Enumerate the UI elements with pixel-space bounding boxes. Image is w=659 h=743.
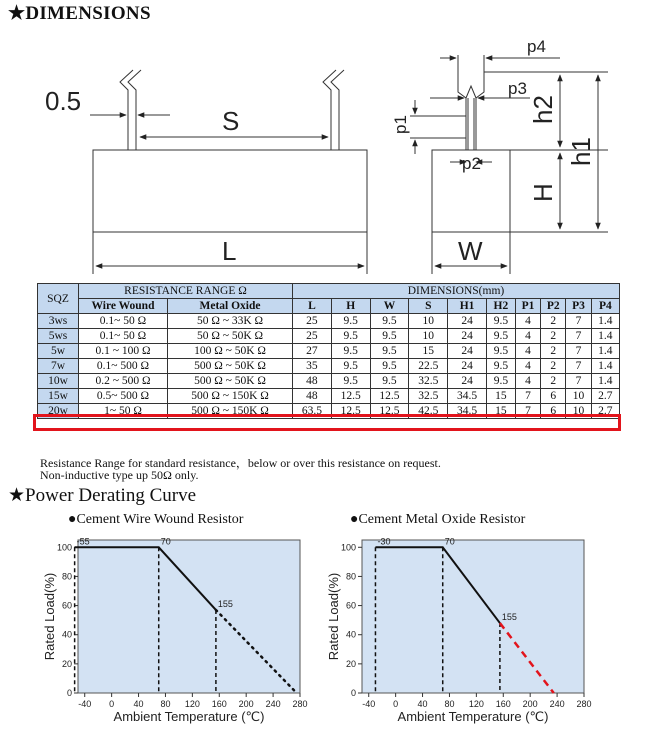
- cell-H1: 34.5: [448, 404, 487, 419]
- x-tick-label: 200: [238, 699, 254, 709]
- cell-P1: 4: [515, 344, 540, 359]
- cell-H1: 24: [448, 329, 487, 344]
- cell-S: 32.5: [409, 389, 448, 404]
- label-spacing: S: [222, 106, 240, 136]
- x-tick-label: 240: [265, 699, 281, 709]
- cell-S: 22.5: [409, 359, 448, 374]
- cell-P2: 6: [541, 404, 566, 419]
- chart-title-wire-wound: ●Cement Wire Wound Resistor: [68, 512, 244, 527]
- cell-metal-oxide: 100 Ω ~ 50K Ω: [168, 344, 293, 359]
- header-wire-wound: Wire Wound: [79, 299, 168, 314]
- cell-H: 9.5: [331, 314, 370, 329]
- cell-P2: 2: [541, 314, 566, 329]
- cell-H1: 24: [448, 314, 487, 329]
- marker-label: 70: [444, 536, 455, 547]
- cell-metal-oxide: 500 Ω ~ 150K Ω: [168, 389, 293, 404]
- cell-P1: 4: [515, 374, 540, 389]
- x-tick-label: 40: [417, 699, 428, 709]
- cell-W: 12.5: [370, 404, 409, 419]
- cell-S: 10: [409, 314, 448, 329]
- label-lead-thickness: 0.5: [45, 86, 82, 116]
- y-tick-label: 60: [345, 600, 356, 611]
- cell-W: 9.5: [370, 359, 409, 374]
- cell-P3: 7: [566, 314, 591, 329]
- derating-chart-metal-oxide: [322, 520, 597, 735]
- header-resistance-range: RESISTANCE RANGE Ω: [79, 284, 293, 299]
- x-axis-label: Ambient Temperature (℃): [113, 709, 265, 724]
- y-tick-label: 0: [66, 688, 72, 698]
- y-tick-label: 100: [340, 542, 356, 553]
- cell-W: 12.5: [370, 389, 409, 404]
- plot-area: [362, 540, 584, 693]
- cell-P3: 7: [566, 374, 591, 389]
- header-S: S: [409, 299, 448, 314]
- power-derating-title: ★Power Derating Curve: [8, 485, 197, 506]
- cell-L: 35: [293, 359, 332, 374]
- cell-P3: 10: [566, 404, 591, 419]
- cell-S: 10: [409, 329, 448, 344]
- cell-sqz: 10w: [38, 374, 79, 389]
- plot-area: [78, 540, 300, 693]
- cell-P3: 7: [566, 344, 591, 359]
- cell-W: 9.5: [370, 374, 409, 389]
- header-H: H: [331, 299, 370, 314]
- cell-sqz: 3ws: [38, 314, 79, 329]
- header-P2: P2: [541, 299, 566, 314]
- cell-H2: 9.5: [486, 329, 515, 344]
- cell-W: 9.5: [370, 344, 409, 359]
- cell-sqz: 15w: [38, 389, 79, 404]
- cell-S: 15: [409, 344, 448, 359]
- cell-sqz: 5w: [38, 344, 79, 359]
- cell-metal-oxide: 50 Ω ~ 50K Ω: [168, 329, 293, 344]
- cell-sqz: 7w: [38, 359, 79, 374]
- cell-wire-wound: 0.5~ 500 Ω: [79, 389, 168, 404]
- label-p3: p3: [508, 79, 527, 98]
- x-axis-label: Ambient Temperature (℃): [397, 709, 549, 724]
- cell-H1: 24: [448, 374, 487, 389]
- cell-P4: 2.7: [591, 389, 619, 404]
- cell-H2: 9.5: [486, 359, 515, 374]
- y-axis-label: Rated Load(%): [326, 572, 341, 661]
- y-tick-label: 20: [61, 658, 72, 669]
- y-tick-label: 0: [350, 688, 356, 698]
- cell-L: 25: [293, 329, 332, 344]
- marker-label: -30: [377, 536, 391, 547]
- cell-metal-oxide: 500 Ω ~ 50K Ω: [168, 374, 293, 389]
- cell-wire-wound: 1~ 50 Ω: [79, 404, 168, 419]
- cell-P2: 2: [541, 359, 566, 374]
- x-tick-label: 80: [160, 699, 171, 709]
- cell-wire-wound: 0.2 ~ 500 Ω: [79, 374, 168, 389]
- header-L: L: [293, 299, 332, 314]
- derating-chart-wire-wound: [38, 520, 313, 735]
- cell-P3: 7: [566, 329, 591, 344]
- header-H1: H1: [448, 299, 487, 314]
- note-non-inductive: Non-inductive type up 50Ω only.: [40, 468, 199, 482]
- cell-H: 9.5: [331, 329, 370, 344]
- cell-P2: 2: [541, 374, 566, 389]
- cell-H2: 9.5: [486, 344, 515, 359]
- y-tick-label: 60: [61, 600, 72, 611]
- table-row: [38, 359, 620, 374]
- cell-metal-oxide: 500 Ω ~ 150K Ω: [168, 404, 293, 419]
- cell-S: 42.5: [409, 404, 448, 419]
- marker-label: -55: [76, 536, 90, 547]
- y-tick-label: 40: [61, 629, 72, 640]
- x-tick-label: 120: [184, 699, 200, 709]
- x-tick-label: 0: [109, 699, 115, 709]
- cell-wire-wound: 0.1 ~ 100 Ω: [79, 344, 168, 359]
- header-W: W: [370, 299, 409, 314]
- x-tick-label: 0: [393, 699, 399, 709]
- x-tick-label: -40: [78, 699, 92, 709]
- cell-metal-oxide: 50 Ω ~ 33K Ω: [168, 314, 293, 329]
- cell-wire-wound: 0.1~ 500 Ω: [79, 359, 168, 374]
- marker-label: 155: [217, 598, 233, 609]
- marker-label: 155: [501, 612, 517, 623]
- header-P3: P3: [566, 299, 591, 314]
- table-row: [38, 374, 620, 389]
- cell-L: 63.5: [293, 404, 332, 419]
- cell-H2: 9.5: [486, 314, 515, 329]
- label-p4: p4: [527, 37, 546, 56]
- cell-sqz: 20w: [38, 404, 79, 419]
- cell-wire-wound: 0.1~ 50 Ω: [79, 329, 168, 344]
- x-tick-label: 280: [576, 699, 592, 709]
- cell-H1: 34.5: [448, 389, 487, 404]
- y-axis-label: Rated Load(%): [42, 572, 57, 661]
- cell-P2: 2: [541, 344, 566, 359]
- cell-P4: 1.4: [591, 314, 619, 329]
- cell-wire-wound: 0.1~ 50 Ω: [79, 314, 168, 329]
- marker-label: 70: [160, 536, 171, 547]
- cell-H: 9.5: [331, 344, 370, 359]
- header-P4: P4: [591, 299, 619, 314]
- cell-L: 25: [293, 314, 332, 329]
- cell-H: 12.5: [331, 404, 370, 419]
- note-resistance-range: Resistance Range for standard resistance，below or over this resistance on request.: [40, 456, 441, 470]
- x-tick-label: 160: [495, 699, 511, 709]
- sub-header-row: [38, 299, 620, 314]
- cell-P4: 1.4: [591, 329, 619, 344]
- x-tick-label: 280: [292, 699, 308, 709]
- cell-P2: 2: [541, 329, 566, 344]
- y-tick-label: 80: [345, 571, 356, 582]
- cell-P4: 2.7: [591, 404, 619, 419]
- cell-S: 32.5: [409, 374, 448, 389]
- table-row: [38, 389, 620, 404]
- y-tick-label: 40: [345, 629, 356, 640]
- cell-sqz: 5ws: [38, 329, 79, 344]
- cell-P4: 1.4: [591, 374, 619, 389]
- table-row: [38, 329, 620, 344]
- label-H: H: [528, 183, 558, 202]
- header-dimensions: DIMENSIONS(mm): [293, 284, 620, 299]
- cell-P1: 4: [515, 314, 540, 329]
- header-P1: P1: [515, 299, 540, 314]
- cell-H2: 15: [486, 404, 515, 419]
- x-tick-label: -40: [362, 699, 376, 709]
- label-h2: h2: [528, 95, 558, 124]
- x-tick-label: 200: [522, 699, 538, 709]
- cell-L: 48: [293, 374, 332, 389]
- cell-H2: 9.5: [486, 374, 515, 389]
- dimensions-title: ★DIMENSIONS: [8, 3, 151, 24]
- label-length: L: [222, 236, 237, 266]
- header-sqz: SQZ: [38, 284, 79, 314]
- cell-L: 27: [293, 344, 332, 359]
- cell-L: 48: [293, 389, 332, 404]
- table-row: [38, 344, 620, 359]
- label-p2: p2: [462, 154, 481, 173]
- label-W: W: [458, 236, 483, 266]
- x-tick-label: 80: [444, 699, 455, 709]
- front-body: [93, 150, 367, 232]
- cell-P1: 4: [515, 359, 540, 374]
- y-tick-label: 100: [56, 542, 72, 553]
- x-tick-label: 120: [468, 699, 484, 709]
- x-tick-label: 40: [133, 699, 144, 709]
- cell-metal-oxide: 500 Ω ~ 50K Ω: [168, 359, 293, 374]
- cell-P3: 10: [566, 389, 591, 404]
- cell-H: 12.5: [331, 389, 370, 404]
- cell-P3: 7: [566, 359, 591, 374]
- cell-H2: 15: [486, 389, 515, 404]
- chart-title-metal-oxide: ●Cement Metal Oxide Resistor: [350, 512, 526, 527]
- cell-H1: 24: [448, 359, 487, 374]
- cell-H: 9.5: [331, 374, 370, 389]
- y-tick-label: 80: [61, 571, 72, 582]
- cell-P4: 1.4: [591, 359, 619, 374]
- cell-P1: 7: [515, 404, 540, 419]
- cell-P2: 6: [541, 389, 566, 404]
- y-tick-label: 20: [345, 658, 356, 669]
- header-metal-oxide: Metal Oxide: [168, 299, 293, 314]
- spec-table: [37, 283, 620, 419]
- label-h1: h1: [566, 137, 596, 166]
- highlight-20w-row: [33, 414, 621, 431]
- table-row: [38, 314, 620, 329]
- x-tick-label: 160: [211, 699, 227, 709]
- cell-W: 9.5: [370, 314, 409, 329]
- cell-P1: 4: [515, 329, 540, 344]
- cell-H: 9.5: [331, 359, 370, 374]
- label-p1: p1: [391, 115, 410, 134]
- cell-W: 9.5: [370, 329, 409, 344]
- cell-P4: 1.4: [591, 344, 619, 359]
- dimension-drawing: [0, 30, 659, 280]
- cell-H1: 24: [448, 344, 487, 359]
- header-H2: H2: [486, 299, 515, 314]
- x-tick-label: 240: [549, 699, 565, 709]
- cell-P1: 7: [515, 389, 540, 404]
